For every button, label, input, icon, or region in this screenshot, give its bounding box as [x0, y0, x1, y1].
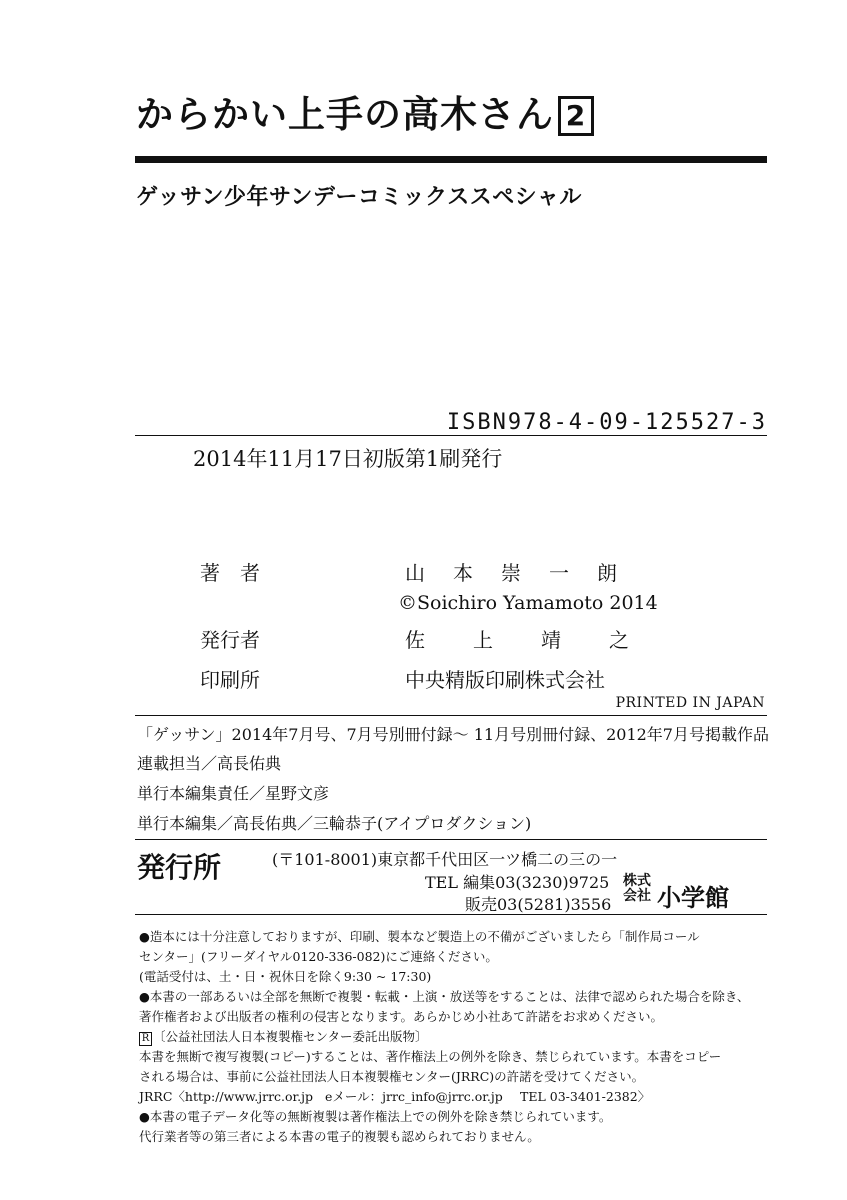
jrrc-heading: 〔公益社団法人日本複製権センター委託出版物〕: [153, 1029, 428, 1044]
jrrc-contact-url: JRRC〈http://www.jrrc.or.jp: [139, 1089, 313, 1104]
note-line: される場合は、事前に公益社団法人日本複製権センター(JRRC)の許諾を受けてください。: [139, 1069, 645, 1084]
kabushiki-kaisha: [623, 874, 651, 904]
printed-in-japan: PRINTED IN JAPAN: [615, 695, 765, 711]
publisher-name: 佐上靖之: [405, 628, 677, 652]
tel-editorial: TEL 編集03(3230)9725: [425, 873, 610, 892]
publisher-address: (〒101-8001)東京都千代田区一ツ橋二の三の一: [272, 850, 618, 869]
credit-line: 単行本編集／高長佑典／三輪恭子(アイプロダクション): [137, 814, 532, 833]
note-line: ●造本には十分注意しておりますが、印刷、製本など製造上の不備がございましたら「制作局コール: [139, 929, 700, 944]
author-label: 著者: [200, 561, 280, 585]
series-name: ゲッサン少年サンデーコミックススペシャル: [136, 185, 582, 210]
book-title: [136, 93, 594, 136]
jrrc-contact-email: eメール：jrrc_info@jrrc.or.jp: [325, 1089, 503, 1104]
publisher-label: 発行者: [200, 628, 260, 652]
note-line: (電話受付は、土・日・祝休日を除く9:30 ~ 17:30): [139, 969, 432, 984]
jrrc-contact-tel: TEL 03-3401-2382〉: [520, 1089, 651, 1104]
volume-number: 2: [558, 96, 594, 136]
copyright: ©Soichiro Yamamoto 2014: [398, 592, 658, 614]
note-line: ●本書の電子データ化等の無断複製は著作権法上での例外を除き禁じられています。: [139, 1109, 612, 1124]
kabushiki-line-1: 株式: [623, 873, 651, 889]
kabushiki-line-2: 会社: [623, 888, 651, 904]
printed-divider: [135, 715, 767, 716]
printer-name: 中央精版印刷株式会社: [405, 668, 605, 692]
title-divider: [135, 156, 767, 163]
credit-line: 単行本編集責任／星野文彦: [137, 784, 330, 803]
publisher-company: 小学館: [657, 884, 729, 912]
isbn: ISBN978-4-09-125527-3: [446, 410, 767, 435]
note-line: [139, 1027, 428, 1046]
note-line: 本書を無断で複写複製(コピー)することは、著作権法上の例外を除き、禁じられています。本書をコピー: [139, 1049, 722, 1064]
title-text: からかい上手の高木さん: [136, 93, 554, 136]
note-line: 著作権者および出版者の権利の侵害となります。あらかじめ小社あて許諾をお求めください。: [139, 1009, 664, 1024]
publication-date: 2014年11月17日初版第1刷発行: [193, 447, 503, 471]
r-mark: R: [139, 1032, 152, 1046]
tel-sales: 販売03(5281)3556: [465, 895, 612, 914]
author-name: 山本崇一朗: [405, 561, 645, 585]
printer-label: 印刷所: [200, 668, 260, 692]
note-line: センター」(フリーダイヤル0120-336-082)にご連絡ください。: [139, 949, 498, 964]
credit-line: 「ゲッサン」2014年7月号、7月号別冊付録〜 11月号別冊付録、2012年7月号掲載作品: [137, 725, 769, 744]
note-line: ●本書の一部あるいは全部を無断で複製・転載・上演・放送等をすることは、法律で認められた場合を除き、: [139, 989, 750, 1004]
publisher-office-divider: [135, 839, 767, 840]
notes-divider: [135, 914, 767, 915]
credit-line: 連載担当／高長佑典: [137, 754, 282, 773]
note-line: 代行業者等の第三者による本書の電子的複製も認められておりません。: [139, 1129, 540, 1144]
publisher-office-heading: 発行所: [137, 851, 222, 884]
isbn-divider: [135, 435, 767, 436]
